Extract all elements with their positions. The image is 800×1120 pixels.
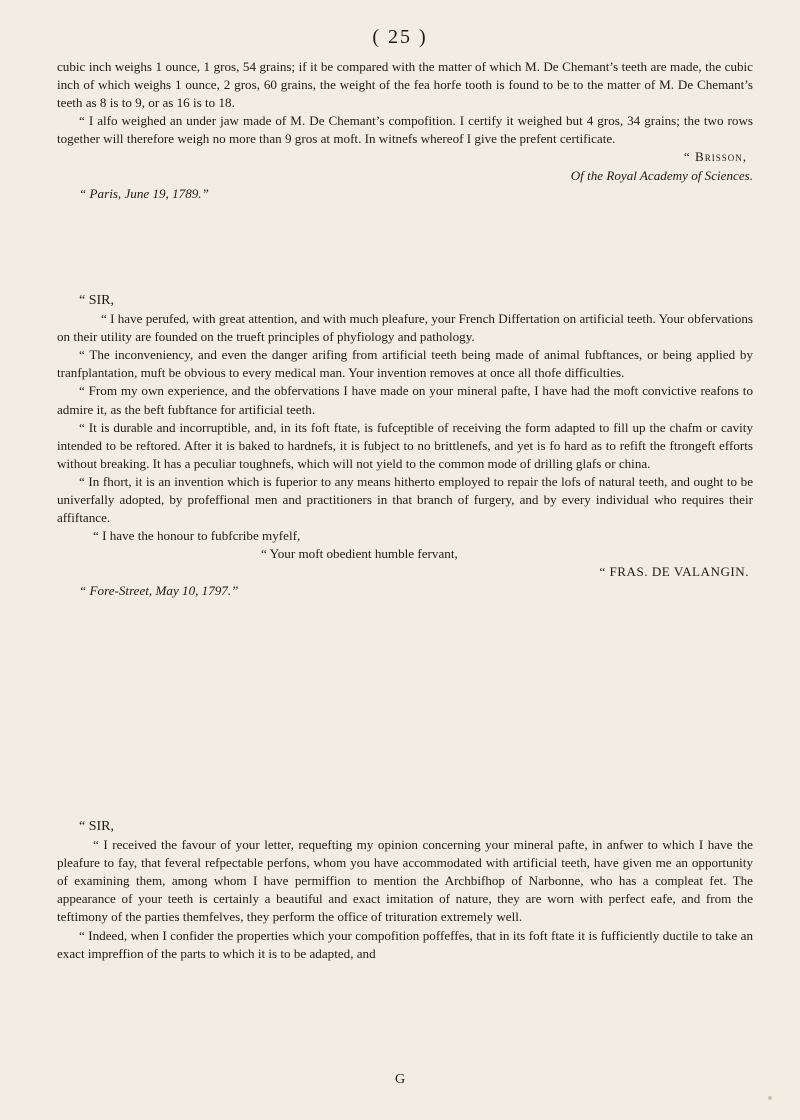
paragraph-weights: cubic inch weighs 1 ounce, 1 gros, 54 grains; if it be compared with the matter of which M. De Chemant’s teeth are made, the cubic inch of which weighs 1 ounce, 2 gros, 60 grains, the weight of the fea horfe tooth is found to be to the matter of M. De Chemant’s teeth as 8 is to 9, or as 16 is to 18. [57, 59, 753, 111]
paragraph-jaw-certificate: “ I alfo weighed an under jaw made of M. De Chemant’s compofition. I certify it weighed but 4 gros, 34 grains; the two rows together will therefore weigh no more than 9 gros at moft. In witnefs whereof I give the prefent certificate. [57, 113, 753, 147]
dateline-fore-street: “ Fore-Street, May 10, 1797.” [79, 582, 239, 598]
paper-speck [768, 1096, 772, 1100]
letter1-closing: “ I have the honour to fubfcribe myfelf, [93, 528, 301, 544]
letter-valangin [57, 292, 753, 600]
letter1-paragraph-2: “ The inconveniency, and even the danger arifing from artificial teeth being made of animal fubftances, or being applied by tranfplantation, muft be obvious to every medical man. Your invention removes at once all thofe difficulties. [57, 347, 753, 381]
dateline-paris: “ Paris, June 19, 1789.” [79, 185, 209, 201]
letter1-paragraph-1: “ I have perufed, with great attention, and with much pleafure, your French Differtation on artificial teeth. Your obfervations on their utility are founded on the trueft principles of phyfiology and pathology. [57, 311, 753, 345]
salutation-sir-2: “ SIR, [79, 819, 114, 834]
signature-title: Of the Royal Academy of Sciences. [570, 167, 753, 183]
salutation-sir: “ SIR, [79, 293, 114, 308]
page-number: ( 25 ) [372, 26, 428, 48]
catchword: G [394, 1072, 406, 1087]
letter2-paragraph-2: “ Indeed, when I confider the properties which your compofition poffeffes, that in its foft ftate it is fufficiently ductile to take an exact impreffion of the parts to which it is to be adapted, and [57, 927, 753, 961]
certificate-section [57, 58, 753, 203]
letter1-signature: “ FRAS. DE VALANGIN. [599, 564, 749, 580]
letter1-paragraph-3: “ From my own experience, and the obfervations I have made on your mineral pafte, I have had the moft convictive reafons to admire it, as the beft fubftance for artificial teeth. [57, 383, 753, 417]
letter1-valediction: “ Your moft obedient humble fervant, [261, 546, 458, 562]
letter1-paragraph-4: “ It is durable and incorruptible, and, in its foft ftate, is fufceptible of receiving the form adapted to fill up the chafm or cavity intended to be reftored. After it is baked to hardnefs, it is fubject to no brittlenefs, and yet is fo hard as to refift the ftrongeft efforts without breaking. It has a peculiar toughnefs, which will not yield to the common mode of drilling glafs or china. [57, 419, 753, 471]
letter2-paragraph-1: “ I received the favour of your letter, requefting my opinion concerning your mineral pafte, in anfwer to which I have the pleafure to fay, that feveral refpectable perfons, whom you have accommodated with artificial teeth, have given me an opportunity of examining them, among whom I have permiffion to mention the Archbifhop of Narbonne, who has a compleat fet. The appearance of your teeth is certainly a beautiful and exact imitation of nature, they are worn with perfect eafe, and from the teftimony of the parties themfelves, they perform the office of trituration extremely well. [57, 837, 753, 925]
letter1-paragraph-5: “ In fhort, it is an invention which is fuperior to any means hitherto employed to repair the lofs of natural teeth, and ought to be univerfally adopted, by profeffional men and practitioners in that branch of furgery, and by every individual who requires their affiftance. [57, 473, 753, 526]
letter-second [57, 818, 753, 963]
signature-brisson: “ Brisson, [683, 149, 747, 165]
